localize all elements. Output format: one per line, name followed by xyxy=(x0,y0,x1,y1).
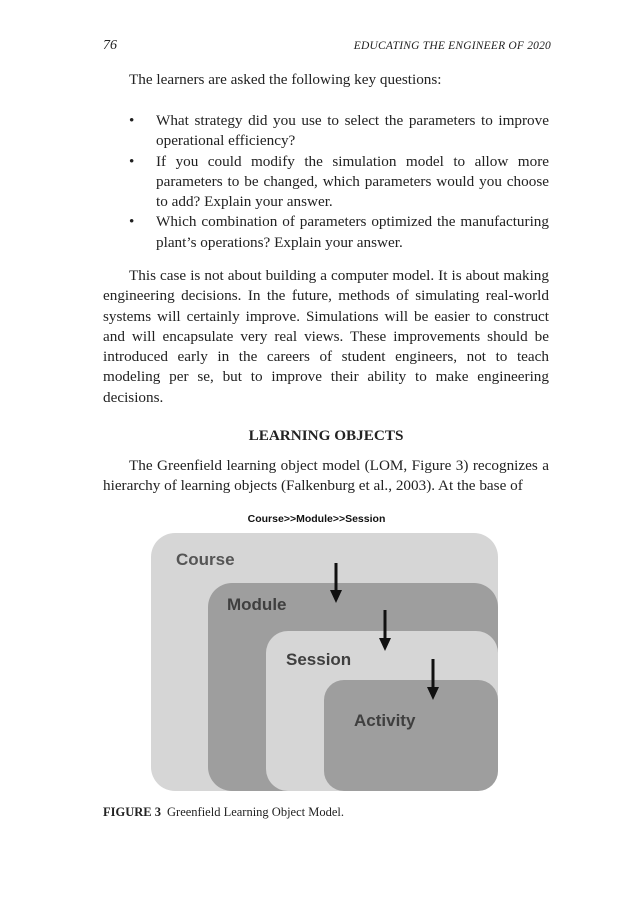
figure-caption xyxy=(103,805,344,820)
question-text: If you could modify the simulation model to allow more parameters to be changed, which parameters would you choose to add? Explain your answer. xyxy=(156,152,549,211)
session-label: Session xyxy=(286,650,352,669)
bullet-icon: • xyxy=(129,152,135,170)
activity-label: Activity xyxy=(354,711,416,730)
body-paragraph: This case is not about building a computer model. It is about making engineering decisions. In the future, methods of simulating real-world systems will certainly improve. Simulations will be easier to construct and will encapsulate very real views. These improvements should be introduced early in the careers of student engineers, not to teach modeling per se, but to improve their ability to make engineering decisions. xyxy=(103,267,549,406)
bullet-icon: • xyxy=(129,213,135,231)
intro-text: The learners are asked the following key questions: xyxy=(129,71,442,88)
figure-title: Course>>Module>>Session xyxy=(247,513,386,525)
question-text: Which combination of parameters optimized the manufacturing plant’s operations? Explain your answer. xyxy=(156,213,549,251)
page-number: 76 xyxy=(103,38,117,53)
bullet-icon: • xyxy=(129,112,135,129)
caption-label: FIGURE 3 xyxy=(103,805,161,819)
section-heading: LEARNING OBJECTS xyxy=(248,427,404,444)
question-text: What strategy did you use to select the parameters to improve operational efficiency? xyxy=(156,112,549,150)
caption-text: Greenfield Learning Object Model. xyxy=(167,805,345,819)
module-label: Module xyxy=(227,595,287,614)
running-header: EDUCATING THE ENGINEER OF 2020 xyxy=(353,40,551,52)
course-label: Course xyxy=(176,550,235,569)
body-paragraph: The Greenfield learning object model (LOM, Figure 3) recognizes a hierarchy of learning objects (Falkenburg et al., 2003). At the base of xyxy=(103,457,549,495)
activity-box xyxy=(324,680,498,791)
